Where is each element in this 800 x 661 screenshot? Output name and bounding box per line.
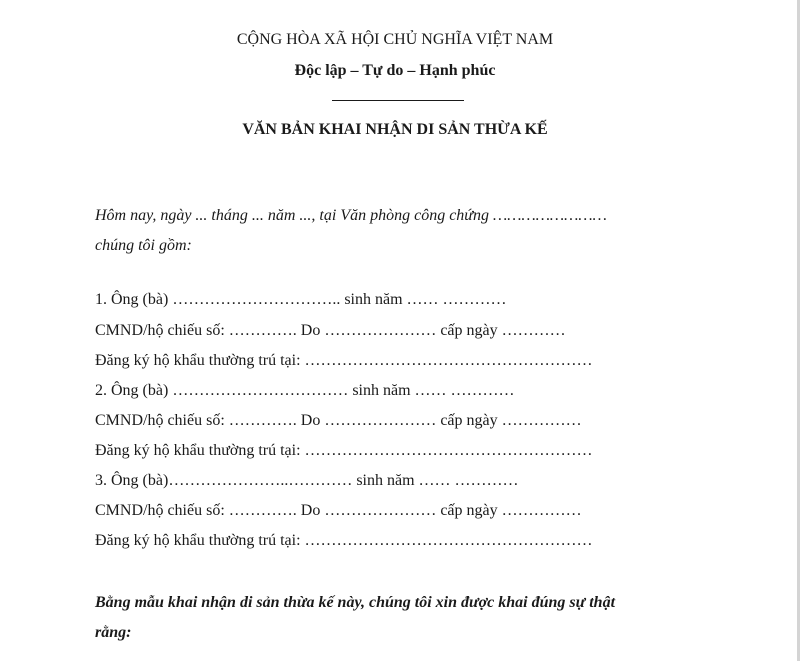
person-1-name-line: 1. Ông (bà) ………………………….. sinh năm …… ………… xyxy=(95,291,507,308)
person-2-id-line: CMND/hộ chiếu số: …………. Do ………………… cấp ngày …………… xyxy=(95,412,582,429)
person-1-id-line: CMND/hộ chiếu số: …………. Do ………………… cấp ngày ………… xyxy=(95,322,566,339)
declaration-line-1: Bằng mẫu khai nhận di sản thừa kế này, chúng tôi xin được khai đúng sự thật xyxy=(95,594,616,611)
person-3-name-line: 3. Ông (bà)…………………..………… sinh năm …… ………… xyxy=(95,472,519,489)
person-3-id-line: CMND/hộ chiếu số: …………. Do ………………… cấp ngày …………… xyxy=(95,502,582,519)
person-2-address-line: Đăng ký hộ khẩu thường trú tại: ……………………………………………… xyxy=(95,442,593,459)
declaration-line-2: rằng: xyxy=(95,624,132,641)
intro-line-2: chúng tôi gồm: xyxy=(95,237,192,254)
person-1-address-line: Đăng ký hộ khẩu thường trú tại: ……………………………………………… xyxy=(95,352,593,369)
motto: Độc lập – Tự do – Hạnh phúc xyxy=(294,62,496,79)
heading-divider xyxy=(332,100,464,101)
document-title: VĂN BẢN KHAI NHẬN DI SẢN THỪA KẾ xyxy=(242,121,548,138)
person-3-address-line: Đăng ký hộ khẩu thường trú tại: ……………………………………………… xyxy=(95,532,593,549)
intro-line-1: Hôm nay, ngày ... tháng ... năm ..., tại Văn phòng công chứng …………………… xyxy=(95,207,607,224)
person-2-name-line: 2. Ông (bà) …………………………… sinh năm …… ………… xyxy=(95,382,515,399)
nation-heading: CỘNG HÒA XÃ HỘI CHỦ NGHĨA VIỆT NAM xyxy=(236,31,554,48)
